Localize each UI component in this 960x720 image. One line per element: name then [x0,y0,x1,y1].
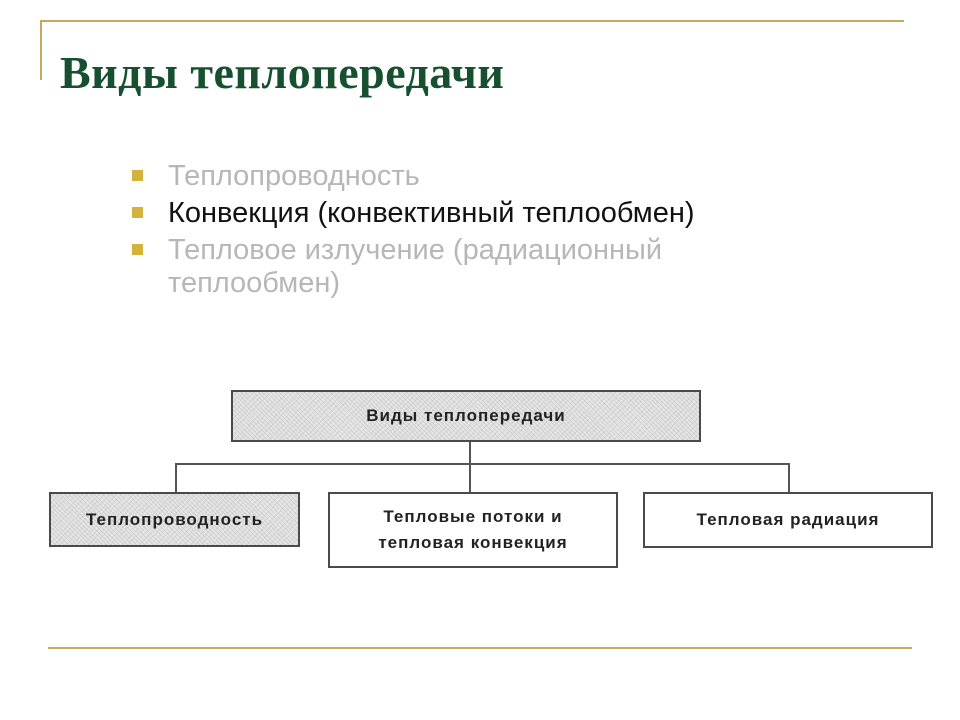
diagram-box-radiation [643,492,933,548]
bullet-text: Конвекция (конвективный теплообмен) [168,197,695,229]
connector-horizontal [175,463,789,465]
diagram-box-label: Теплопроводность [85,509,264,529]
diagram-root-box [231,390,701,442]
diagram-box-label-line2: тепловая конвекция [378,533,568,552]
bottom-rule [48,647,912,649]
connector-right-down [788,463,790,492]
bullet-text: Теплопроводность [168,160,420,192]
diagram-box-convection [328,492,618,568]
slide-title: Виды теплопередачи [60,47,505,98]
diagram-box-label-line1: Тепловые потоки и [383,507,563,526]
connector-left-down [175,463,177,492]
diagram-root-label: Виды теплопередачи [366,406,566,425]
diagram-box-label: Тепловая радиация [696,510,880,529]
diagram-box-conduction [49,492,300,547]
connector-middle-down [469,463,471,492]
bullet-text: Тепловое излучение (радиационный теплообмен) [168,234,663,299]
connector-root-down [469,442,471,464]
